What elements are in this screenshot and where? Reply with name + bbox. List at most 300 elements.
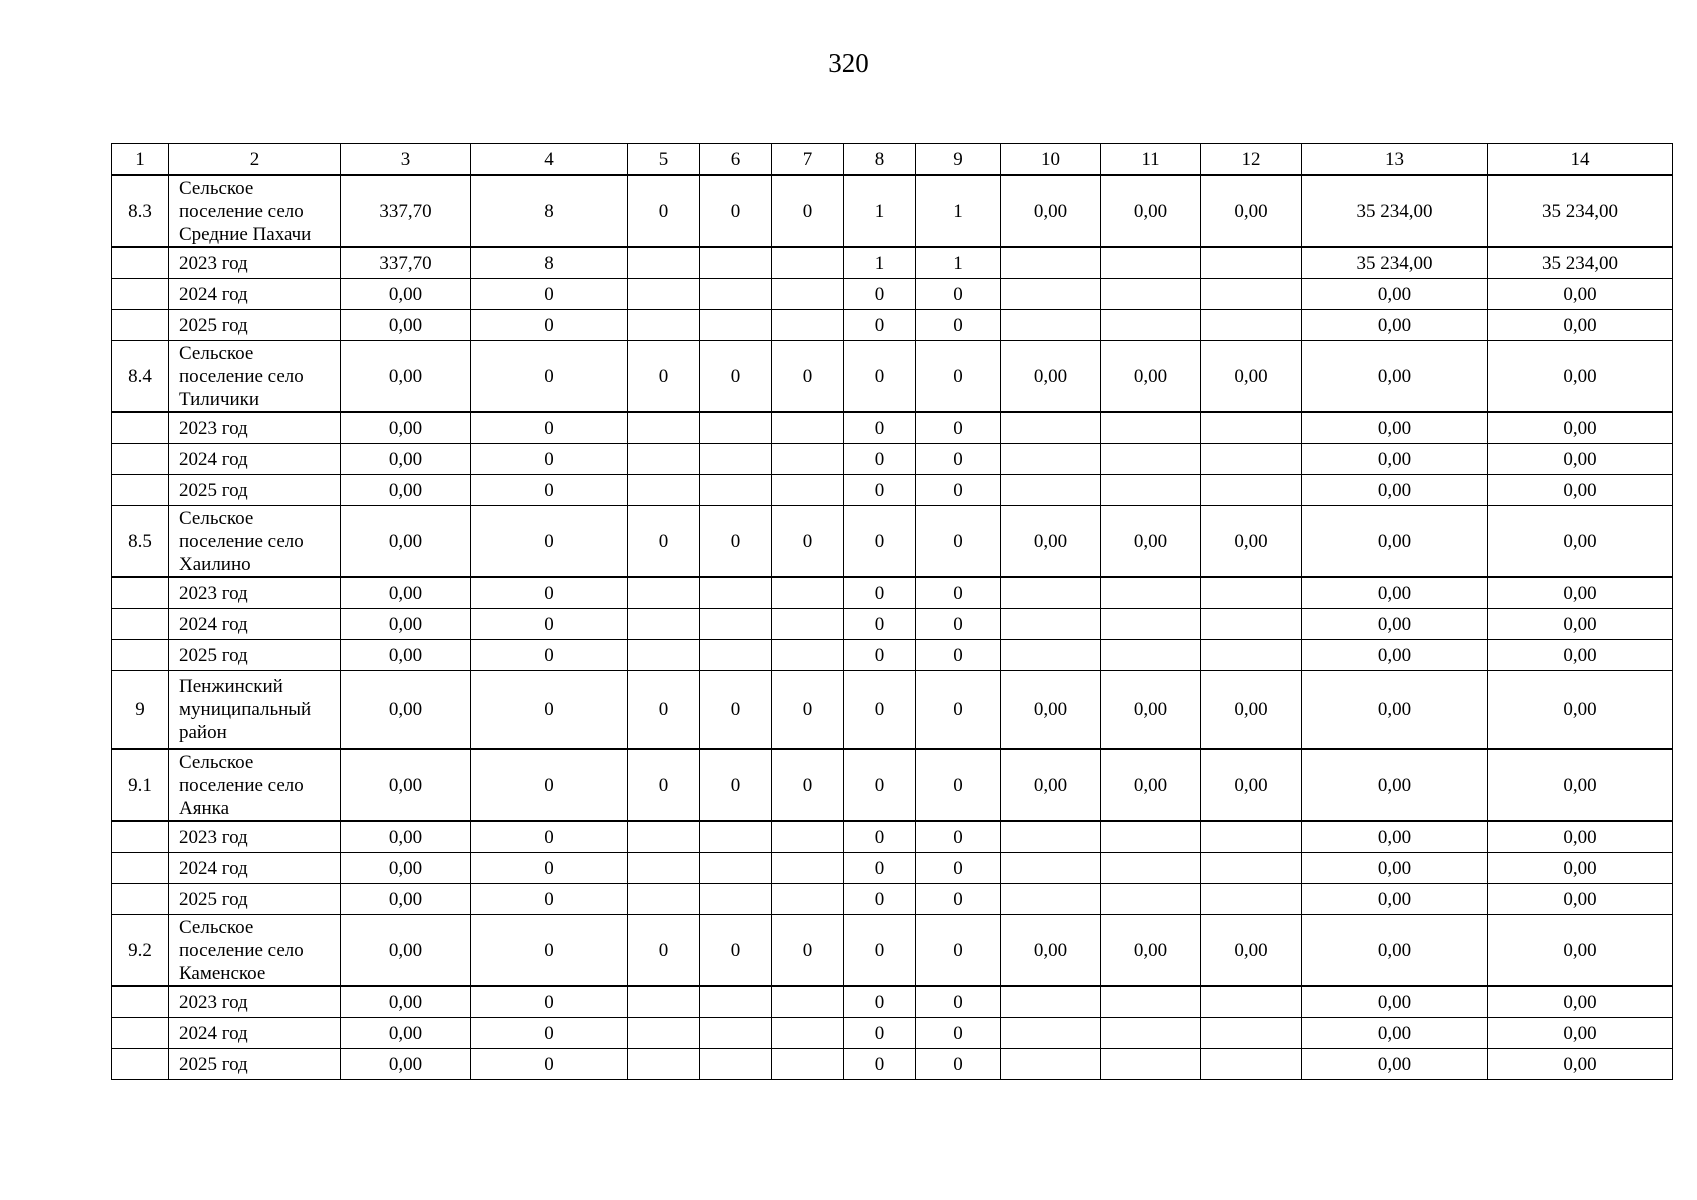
table-cell: 0 bbox=[844, 821, 916, 853]
table-cell: 0 bbox=[844, 1018, 916, 1049]
table-row bbox=[112, 749, 1673, 821]
table-cell bbox=[1201, 609, 1302, 640]
table-cell bbox=[628, 1018, 700, 1049]
column-header: 4 bbox=[471, 144, 628, 176]
table-row bbox=[112, 821, 1673, 853]
table-cell: 0,00 bbox=[1302, 310, 1488, 341]
table-cell bbox=[700, 444, 772, 475]
table-cell bbox=[772, 986, 844, 1018]
table-cell: 0 bbox=[916, 577, 1001, 609]
row-label-cell: 2025 год bbox=[169, 1049, 341, 1080]
table-row bbox=[112, 412, 1673, 444]
row-label-cell: 2024 год bbox=[169, 609, 341, 640]
table-cell bbox=[700, 640, 772, 671]
table-cell: 0,00 bbox=[1302, 821, 1488, 853]
table-cell: 0,00 bbox=[1201, 671, 1302, 750]
table-cell: 0,00 bbox=[1101, 749, 1201, 821]
table-cell: 0 bbox=[916, 279, 1001, 310]
table-cell: 0 bbox=[844, 341, 916, 413]
table-cell: 0,00 bbox=[1302, 577, 1488, 609]
table-cell: 0,00 bbox=[1488, 609, 1673, 640]
table-cell: 337,70 bbox=[341, 175, 471, 247]
table-cell: 0,00 bbox=[341, 915, 471, 987]
table-cell bbox=[112, 1049, 169, 1080]
table-cell bbox=[112, 444, 169, 475]
table-cell bbox=[772, 884, 844, 915]
table-cell: 0 bbox=[916, 475, 1001, 506]
column-header: 2 bbox=[169, 144, 341, 176]
table-cell bbox=[1001, 577, 1101, 609]
table-cell: 0 bbox=[916, 1049, 1001, 1080]
table-cell bbox=[1101, 609, 1201, 640]
table-cell: 0,00 bbox=[1488, 821, 1673, 853]
table-row bbox=[112, 577, 1673, 609]
table-cell bbox=[1101, 821, 1201, 853]
table-cell: 0 bbox=[844, 1049, 916, 1080]
table-cell: 0,00 bbox=[341, 577, 471, 609]
table-cell bbox=[112, 279, 169, 310]
table-cell: 0 bbox=[628, 506, 700, 578]
table-cell bbox=[700, 1049, 772, 1080]
table-cell: 0 bbox=[916, 853, 1001, 884]
column-header: 14 bbox=[1488, 144, 1673, 176]
table-cell bbox=[1101, 1018, 1201, 1049]
table-cell: 0,00 bbox=[341, 986, 471, 1018]
table-cell bbox=[628, 853, 700, 884]
table-cell: 0,00 bbox=[1488, 915, 1673, 987]
table-cell bbox=[1101, 310, 1201, 341]
table-cell bbox=[1201, 986, 1302, 1018]
table-cell: 0,00 bbox=[1101, 341, 1201, 413]
table-cell: 0 bbox=[628, 341, 700, 413]
table-cell bbox=[1201, 1018, 1302, 1049]
table-cell: 0 bbox=[844, 475, 916, 506]
table-cell: 0,00 bbox=[1302, 749, 1488, 821]
table-cell bbox=[1001, 310, 1101, 341]
table-cell bbox=[628, 609, 700, 640]
table-cell bbox=[700, 475, 772, 506]
table-cell: 0 bbox=[916, 412, 1001, 444]
table-cell bbox=[1001, 247, 1101, 279]
table-cell: 0 bbox=[471, 609, 628, 640]
table-cell: 0 bbox=[700, 749, 772, 821]
row-label-cell: 2024 год bbox=[169, 444, 341, 475]
table-cell: 0 bbox=[471, 986, 628, 1018]
table-cell bbox=[1101, 577, 1201, 609]
table-cell bbox=[1001, 609, 1101, 640]
table-cell bbox=[1101, 1049, 1201, 1080]
table-cell bbox=[112, 609, 169, 640]
header-row bbox=[112, 144, 1673, 176]
table-cell: 0 bbox=[628, 671, 700, 750]
table-cell bbox=[772, 310, 844, 341]
table-cell bbox=[700, 609, 772, 640]
table-cell: 0 bbox=[471, 475, 628, 506]
table-cell: 337,70 bbox=[341, 247, 471, 279]
table-row bbox=[112, 915, 1673, 987]
table-cell: 9.2 bbox=[112, 915, 169, 987]
table-cell bbox=[1201, 1049, 1302, 1080]
table-cell: 0,00 bbox=[341, 609, 471, 640]
table-cell bbox=[700, 853, 772, 884]
table-cell: 0 bbox=[844, 310, 916, 341]
table-cell: 0,00 bbox=[1302, 1049, 1488, 1080]
table-cell bbox=[772, 640, 844, 671]
table-cell: 0,00 bbox=[341, 749, 471, 821]
table-cell: 0 bbox=[628, 175, 700, 247]
table-cell bbox=[112, 577, 169, 609]
table-cell: 0,00 bbox=[1488, 444, 1673, 475]
table-cell: 0 bbox=[772, 506, 844, 578]
table-cell: 0,00 bbox=[1101, 915, 1201, 987]
table-cell: 0 bbox=[471, 821, 628, 853]
table-cell: 8 bbox=[471, 175, 628, 247]
table-row bbox=[112, 247, 1673, 279]
row-label-cell: 2023 год bbox=[169, 412, 341, 444]
table-cell bbox=[1001, 853, 1101, 884]
row-label-cell: Сельское поселение село Тиличики bbox=[169, 341, 341, 413]
table-row bbox=[112, 475, 1673, 506]
table-cell bbox=[112, 475, 169, 506]
table-cell: 8 bbox=[471, 247, 628, 279]
table-cell bbox=[628, 821, 700, 853]
table-cell: 0 bbox=[844, 609, 916, 640]
table-cell bbox=[112, 412, 169, 444]
row-label-cell: 2023 год bbox=[169, 247, 341, 279]
column-header: 9 bbox=[916, 144, 1001, 176]
table-cell: 0,00 bbox=[1302, 640, 1488, 671]
table-cell: 0 bbox=[916, 986, 1001, 1018]
table-cell: 0 bbox=[844, 915, 916, 987]
table-row bbox=[112, 884, 1673, 915]
table-cell: 0 bbox=[471, 1018, 628, 1049]
table-cell: 9 bbox=[112, 671, 169, 750]
table-cell: 0 bbox=[844, 640, 916, 671]
table-cell: 0 bbox=[628, 915, 700, 987]
data-table bbox=[111, 143, 1673, 1080]
table-cell bbox=[1201, 577, 1302, 609]
table-cell: 0,00 bbox=[341, 341, 471, 413]
table-cell bbox=[1001, 475, 1101, 506]
table-row bbox=[112, 853, 1673, 884]
table-cell: 0,00 bbox=[1302, 279, 1488, 310]
table-cell bbox=[772, 412, 844, 444]
table-cell: 0,00 bbox=[1488, 279, 1673, 310]
table-cell bbox=[628, 279, 700, 310]
table-cell: 0 bbox=[772, 749, 844, 821]
table-cell: 0,00 bbox=[1001, 671, 1101, 750]
column-header: 12 bbox=[1201, 144, 1302, 176]
table-cell bbox=[112, 884, 169, 915]
table-cell: 0,00 bbox=[1488, 1018, 1673, 1049]
column-header: 5 bbox=[628, 144, 700, 176]
table-cell: 0,00 bbox=[1001, 341, 1101, 413]
table-row bbox=[112, 444, 1673, 475]
table-cell bbox=[772, 444, 844, 475]
table-cell: 0 bbox=[471, 640, 628, 671]
table-cell: 0,00 bbox=[1302, 671, 1488, 750]
table-cell: 0 bbox=[844, 279, 916, 310]
table-cell: 8.3 bbox=[112, 175, 169, 247]
table-cell bbox=[112, 247, 169, 279]
table-cell: 0,00 bbox=[341, 1049, 471, 1080]
row-label-cell: 2023 год bbox=[169, 577, 341, 609]
table-cell: 0,00 bbox=[1201, 175, 1302, 247]
column-header: 11 bbox=[1101, 144, 1201, 176]
column-header: 3 bbox=[341, 144, 471, 176]
table-cell: 0 bbox=[844, 506, 916, 578]
table-cell: 0 bbox=[471, 279, 628, 310]
table-cell: 0 bbox=[916, 671, 1001, 750]
table-cell: 0 bbox=[844, 671, 916, 750]
table-cell: 0,00 bbox=[1488, 475, 1673, 506]
table-cell bbox=[772, 247, 844, 279]
table-cell: 0 bbox=[700, 915, 772, 987]
table-cell: 0,00 bbox=[1488, 506, 1673, 578]
table-cell: 0,00 bbox=[341, 475, 471, 506]
table-cell: 0 bbox=[628, 749, 700, 821]
table-cell bbox=[628, 577, 700, 609]
table-cell: 0 bbox=[471, 506, 628, 578]
table-cell: 0 bbox=[916, 821, 1001, 853]
column-header: 6 bbox=[700, 144, 772, 176]
table-row bbox=[112, 341, 1673, 413]
table-cell bbox=[1101, 475, 1201, 506]
table-cell: 0 bbox=[471, 884, 628, 915]
table-cell: 1 bbox=[844, 175, 916, 247]
table-cell bbox=[112, 986, 169, 1018]
table-cell bbox=[772, 853, 844, 884]
table-cell: 0,00 bbox=[1201, 506, 1302, 578]
table-cell: 0 bbox=[471, 749, 628, 821]
row-label-cell: 2025 год bbox=[169, 310, 341, 341]
table-cell: 0,00 bbox=[341, 1018, 471, 1049]
table-cell: 0 bbox=[700, 341, 772, 413]
table-cell bbox=[628, 640, 700, 671]
table-cell bbox=[772, 475, 844, 506]
table-cell bbox=[700, 412, 772, 444]
table-cell: 1 bbox=[916, 247, 1001, 279]
table-cell bbox=[700, 986, 772, 1018]
table-cell: 0 bbox=[471, 341, 628, 413]
table-cell: 0,00 bbox=[341, 444, 471, 475]
table-cell bbox=[772, 1049, 844, 1080]
table-cell bbox=[628, 444, 700, 475]
table-cell bbox=[1101, 853, 1201, 884]
table-cell bbox=[1101, 412, 1201, 444]
table-cell: 35 234,00 bbox=[1302, 175, 1488, 247]
table-row bbox=[112, 506, 1673, 578]
table-cell: 1 bbox=[844, 247, 916, 279]
table-cell bbox=[628, 310, 700, 341]
table-cell bbox=[1001, 1018, 1101, 1049]
row-label-cell: 2023 год bbox=[169, 821, 341, 853]
table-cell: 0 bbox=[471, 853, 628, 884]
table-cell bbox=[112, 821, 169, 853]
table-cell: 0,00 bbox=[1302, 915, 1488, 987]
row-label-cell: 2024 год bbox=[169, 279, 341, 310]
table-cell: 0,00 bbox=[1201, 341, 1302, 413]
table-row bbox=[112, 310, 1673, 341]
table-cell: 0 bbox=[844, 853, 916, 884]
table-cell bbox=[1201, 475, 1302, 506]
table-cell: 0,00 bbox=[1488, 749, 1673, 821]
table-cell bbox=[700, 577, 772, 609]
row-label-cell: 2024 год bbox=[169, 1018, 341, 1049]
table-row bbox=[112, 175, 1673, 247]
column-header: 10 bbox=[1001, 144, 1101, 176]
row-label-cell: 2025 год bbox=[169, 475, 341, 506]
table-cell: 0,00 bbox=[1302, 475, 1488, 506]
table-cell bbox=[700, 247, 772, 279]
row-label-cell: Пенжинский муниципальный район bbox=[169, 671, 341, 750]
row-label-cell: 2025 год bbox=[169, 884, 341, 915]
table-cell: 35 234,00 bbox=[1488, 247, 1673, 279]
table-cell bbox=[628, 1049, 700, 1080]
table-cell bbox=[1201, 821, 1302, 853]
table-cell bbox=[700, 884, 772, 915]
page-number: 320 bbox=[828, 48, 869, 78]
table-cell: 0,00 bbox=[1488, 310, 1673, 341]
table-cell bbox=[1101, 444, 1201, 475]
table-cell: 8.5 bbox=[112, 506, 169, 578]
table-cell: 0,00 bbox=[341, 310, 471, 341]
table-cell: 0,00 bbox=[1302, 853, 1488, 884]
table-cell: 0,00 bbox=[1001, 175, 1101, 247]
table-cell bbox=[1101, 640, 1201, 671]
column-header: 7 bbox=[772, 144, 844, 176]
table-cell bbox=[1001, 986, 1101, 1018]
table-cell bbox=[1001, 640, 1101, 671]
table-cell: 0,00 bbox=[1001, 749, 1101, 821]
table-cell bbox=[1101, 247, 1201, 279]
table-cell: 0,00 bbox=[1101, 506, 1201, 578]
table-cell: 0 bbox=[471, 444, 628, 475]
table-cell: 0,00 bbox=[341, 821, 471, 853]
table-cell: 0 bbox=[844, 444, 916, 475]
row-label-cell: Сельское поселение село Каменское bbox=[169, 915, 341, 987]
table-cell: 0,00 bbox=[1488, 341, 1673, 413]
table-cell: 8.4 bbox=[112, 341, 169, 413]
table-cell: 0 bbox=[916, 310, 1001, 341]
table-cell: 0 bbox=[844, 749, 916, 821]
table-cell bbox=[700, 279, 772, 310]
table-cell bbox=[1201, 853, 1302, 884]
table-cell: 0 bbox=[772, 175, 844, 247]
table-cell: 0,00 bbox=[1201, 749, 1302, 821]
table-cell: 9.1 bbox=[112, 749, 169, 821]
table-cell bbox=[112, 853, 169, 884]
table-cell: 0,00 bbox=[1101, 175, 1201, 247]
table-cell bbox=[1101, 279, 1201, 310]
table-cell bbox=[628, 884, 700, 915]
column-header: 13 bbox=[1302, 144, 1488, 176]
table-cell: 0,00 bbox=[1302, 412, 1488, 444]
table-cell: 0,00 bbox=[1488, 577, 1673, 609]
table-cell: 0,00 bbox=[1302, 609, 1488, 640]
table-cell bbox=[1201, 310, 1302, 341]
table-row bbox=[112, 640, 1673, 671]
column-header: 8 bbox=[844, 144, 916, 176]
table-cell bbox=[1201, 247, 1302, 279]
table-cell bbox=[628, 247, 700, 279]
table-cell: 0,00 bbox=[1488, 853, 1673, 884]
table-cell bbox=[772, 821, 844, 853]
row-label-cell: Сельское поселение село Аянка bbox=[169, 749, 341, 821]
table-cell bbox=[1201, 412, 1302, 444]
table-cell bbox=[1001, 279, 1101, 310]
table-cell: 0,00 bbox=[341, 640, 471, 671]
table-cell bbox=[1201, 444, 1302, 475]
table-cell bbox=[1201, 884, 1302, 915]
table-cell: 0,00 bbox=[341, 853, 471, 884]
table-row bbox=[112, 671, 1673, 750]
row-label-cell: 2024 год bbox=[169, 853, 341, 884]
table-cell: 0,00 bbox=[341, 671, 471, 750]
table-cell: 0 bbox=[844, 986, 916, 1018]
table-cell: 0,00 bbox=[1488, 1049, 1673, 1080]
table-cell: 0 bbox=[916, 341, 1001, 413]
row-label-cell: 2023 год bbox=[169, 986, 341, 1018]
table-cell: 0,00 bbox=[341, 412, 471, 444]
table-cell bbox=[772, 577, 844, 609]
table-cell: 0,00 bbox=[1488, 671, 1673, 750]
table-cell bbox=[112, 310, 169, 341]
table-row bbox=[112, 986, 1673, 1018]
table-cell: 0,00 bbox=[341, 279, 471, 310]
table-cell: 0,00 bbox=[1488, 986, 1673, 1018]
table-cell: 0 bbox=[916, 506, 1001, 578]
table-cell bbox=[700, 1018, 772, 1049]
table-cell: 0 bbox=[916, 884, 1001, 915]
table-cell: 0,00 bbox=[1302, 1018, 1488, 1049]
table-cell: 0,00 bbox=[1201, 915, 1302, 987]
table-cell: 0 bbox=[471, 412, 628, 444]
table-cell: 0,00 bbox=[1302, 444, 1488, 475]
table-cell: 0,00 bbox=[1302, 506, 1488, 578]
table-cell: 0 bbox=[471, 915, 628, 987]
table-cell: 0,00 bbox=[1001, 915, 1101, 987]
table-cell: 0,00 bbox=[1488, 640, 1673, 671]
table-cell: 0 bbox=[700, 671, 772, 750]
column-header: 1 bbox=[112, 144, 169, 176]
table-cell: 35 234,00 bbox=[1302, 247, 1488, 279]
table-cell bbox=[1001, 821, 1101, 853]
table-cell bbox=[1001, 412, 1101, 444]
table-cell bbox=[772, 1018, 844, 1049]
table-row bbox=[112, 609, 1673, 640]
table-cell: 0 bbox=[700, 506, 772, 578]
table-cell: 0,00 bbox=[1302, 986, 1488, 1018]
table-cell: 0 bbox=[916, 640, 1001, 671]
table-cell: 0 bbox=[471, 310, 628, 341]
table-cell: 0 bbox=[916, 1018, 1001, 1049]
table-cell bbox=[1201, 279, 1302, 310]
table-cell bbox=[1001, 884, 1101, 915]
table-cell bbox=[112, 1018, 169, 1049]
table-row bbox=[112, 1018, 1673, 1049]
table-cell: 0,00 bbox=[1488, 884, 1673, 915]
table-cell: 0 bbox=[916, 749, 1001, 821]
table-body bbox=[112, 175, 1673, 1080]
table-cell: 0,00 bbox=[341, 884, 471, 915]
table-cell: 0,00 bbox=[1001, 506, 1101, 578]
table-cell: 0 bbox=[916, 915, 1001, 987]
table-cell bbox=[1201, 640, 1302, 671]
table-cell: 0,00 bbox=[1302, 884, 1488, 915]
table-cell bbox=[1101, 884, 1201, 915]
table-cell: 0 bbox=[772, 341, 844, 413]
